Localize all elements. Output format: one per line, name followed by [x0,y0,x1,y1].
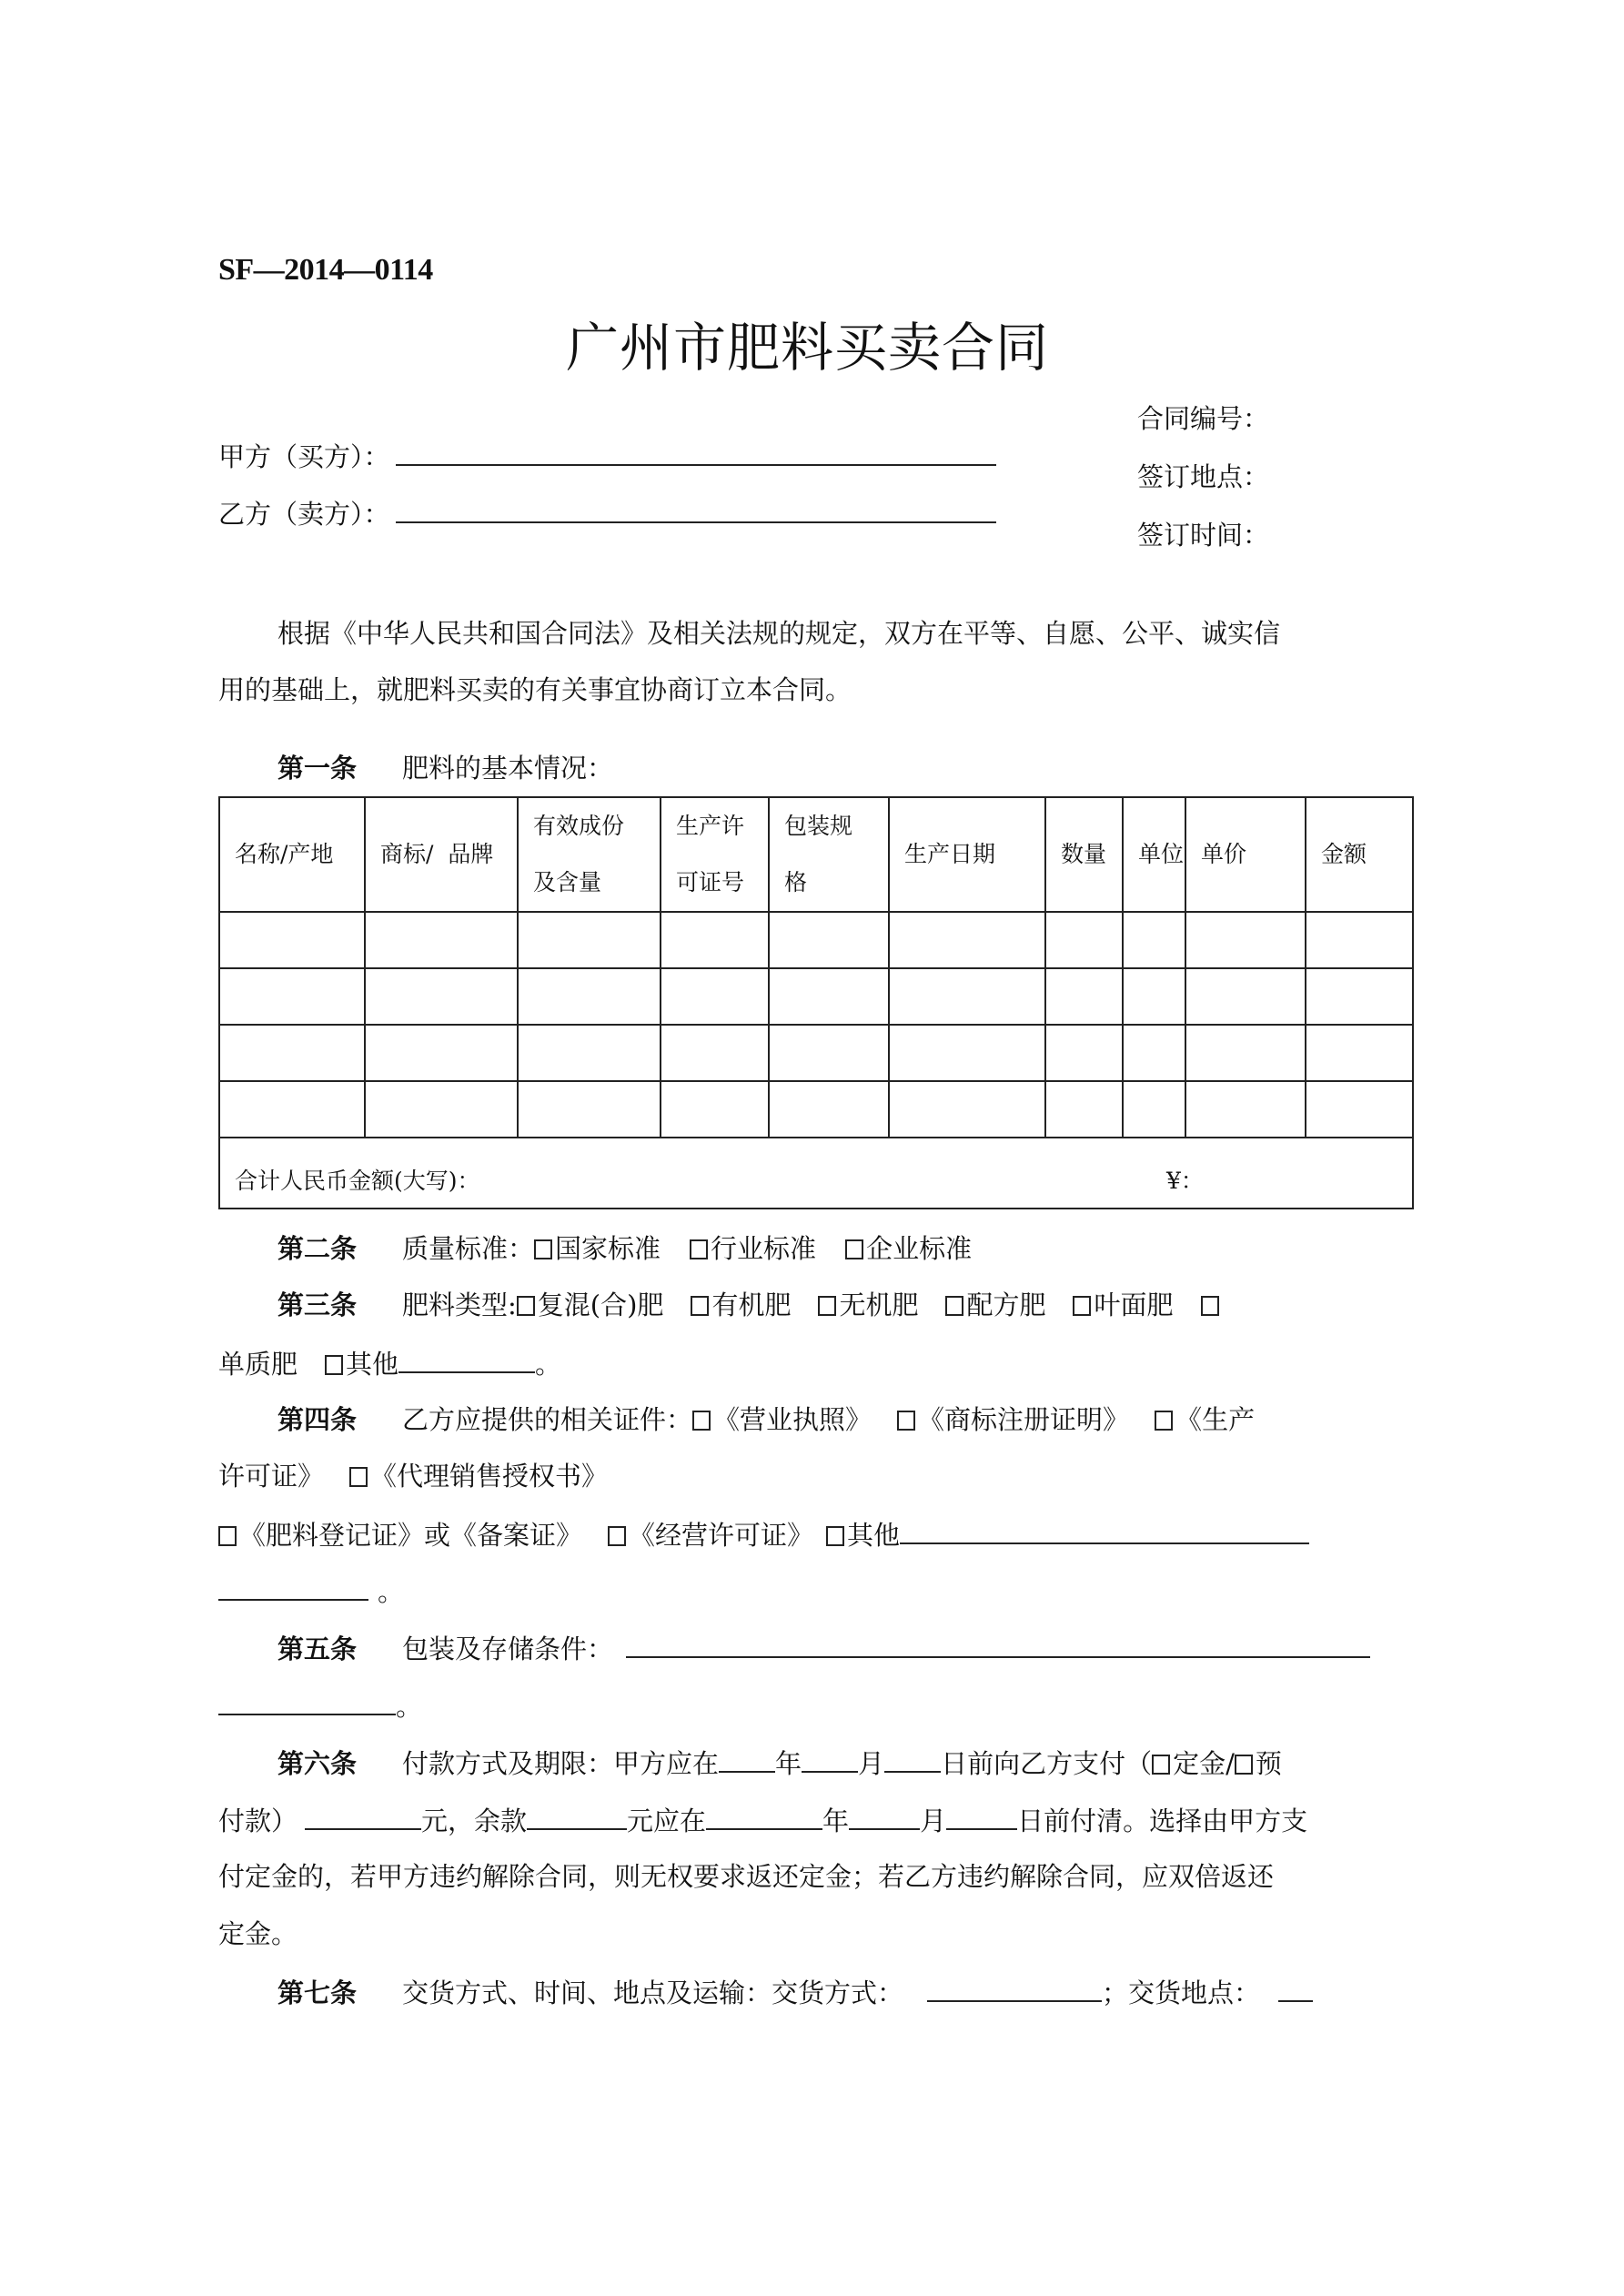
table-cell[interactable] [219,968,365,1025]
packaging-storage-field-cont[interactable] [218,1690,396,1715]
col-header-name: 名称/产地 [219,797,365,912]
article-3-line-2: 单质肥 其他 。 [218,1349,562,1380]
article-5-text: 包装及存储条件： [402,1633,614,1664]
delivery-method-field[interactable] [927,1977,1102,2002]
checkbox-icon[interactable] [1073,1296,1091,1316]
article-1-heading: 第一条 [277,753,358,784]
table-cell[interactable] [518,968,661,1025]
table-cell[interactable] [769,968,889,1025]
checkbox-icon[interactable] [818,1296,836,1316]
col-header-quantity: 数量 [1045,797,1123,912]
article-2-text: 质量标准： [402,1233,535,1264]
table-cell[interactable] [219,1081,365,1138]
article-3-text: 肥料类型: [402,1290,517,1320]
table-total-row [219,1138,1413,1209]
table-row [219,1025,1413,1081]
other-type-field[interactable] [398,1348,535,1373]
article-1-text: 肥料的基本情况： [402,753,614,784]
article-2-heading: 第二条 [277,1233,358,1264]
checkbox-icon[interactable] [517,1296,535,1316]
checkbox-icon[interactable] [945,1296,963,1316]
checkbox-icon[interactable] [349,1467,368,1487]
article-4-line-2 [218,1462,608,1491]
option-registration[interactable]: 《肥料登记证》或《备案证》 [218,1520,582,1551]
party-a-label: 甲方（买方）： [218,441,390,472]
table-cell[interactable] [1185,912,1306,968]
page-title: 广州市肥料买卖合同 [566,317,1050,379]
col-header-packaging: 包装规 格 [769,797,889,912]
option-inorganic[interactable]: 无机肥 [818,1290,918,1320]
option-organic[interactable]: 有机肥 [691,1290,791,1320]
option-other[interactable]: 其他 [325,1349,398,1380]
table-cell[interactable] [769,1081,889,1138]
table-row [219,1081,1413,1138]
balance-month-field[interactable] [849,1805,920,1830]
article-3-line-1 [277,1290,1222,1320]
col-header-unit-price: 单价 [1185,797,1306,912]
sign-place-label: 签订地点： [1137,461,1270,492]
article-6-line-2: 付款） 元，余款 元应在 年 月 日前付清。选择由甲方支 [218,1805,1308,1836]
article-1 [277,754,613,783]
preamble-line-1: 根据《中华人民共和国合同法》及相关法规的规定，双方在平等、自愿、公平、诚实信 [277,618,1281,649]
party-b-label: 乙方（卖方）： [218,499,390,530]
table-cell[interactable] [1045,912,1123,968]
checkbox-icon[interactable] [325,1355,343,1375]
fertilizer-table [218,796,1414,1209]
option-other-cert[interactable]: 其他 [826,1520,900,1551]
table-row [219,968,1413,1025]
table-cell[interactable] [889,1025,1045,1081]
article-5-heading: 第五条 [277,1633,358,1664]
article-4-text: 乙方应提供的相关证件： [402,1404,693,1435]
other-cert-field-cont[interactable] [218,1575,368,1601]
party-a-field[interactable] [396,440,996,466]
article-2 [277,1234,972,1263]
article-6-heading: 第六条 [277,1748,358,1779]
col-header-date: 生产日期 [889,797,1045,912]
table-cell[interactable] [661,912,769,968]
deposit-month-field[interactable] [802,1747,858,1773]
checkbox-icon[interactable] [692,1411,711,1431]
yen-label: ¥： [1166,1168,1204,1194]
table-cell[interactable] [889,1081,1045,1138]
delivery-place-field[interactable] [1278,1977,1313,2002]
contract-no-label: 合同编号： [1137,403,1270,434]
article-6-line-4: 定金。 [218,1918,298,1949]
article-4-line-1 [277,1405,1255,1434]
table-cell[interactable] [518,912,661,968]
table-cell[interactable] [1045,1081,1123,1138]
checkbox-icon[interactable] [1155,1411,1173,1431]
table-cell[interactable] [518,1025,661,1081]
table-cell[interactable] [365,1025,518,1081]
deposit-day-field[interactable] [884,1747,941,1773]
table-cell[interactable] [1306,1081,1413,1138]
table-cell[interactable] [1185,968,1306,1025]
balance-amount-field[interactable] [527,1805,627,1830]
col-header-ingredients: 有效成份 及含量 [518,797,661,912]
article-6-line-3: 付定金的，若甲方违约解除合同，则无权要求返还定金；若乙方违约解除合同，应双倍返还 [218,1861,1275,1892]
table-cell[interactable] [661,1081,769,1138]
article-6-line-1: 第六条 付款方式及期限：甲方应在 年 月 日前向乙方支付（ 定金/ 预 [277,1748,1282,1779]
col-header-license: 生产许 可证号 [661,797,769,912]
table-cell[interactable] [1185,1025,1306,1081]
checkbox-single-element[interactable] [1201,1296,1219,1316]
option-enterprise-standard[interactable]: 企业标准 [845,1233,972,1264]
packaging-storage-field[interactable] [626,1633,1370,1658]
table-cell[interactable] [1306,912,1413,968]
checkbox-icon[interactable] [845,1239,863,1259]
production-license-cont: 许可证》 [218,1461,325,1492]
option-formula[interactable]: 配方肥 [945,1290,1045,1320]
checkbox-icon[interactable] [608,1526,626,1546]
table-cell[interactable] [889,912,1045,968]
table-cell[interactable] [1123,968,1185,1025]
party-b-field[interactable] [396,498,996,523]
table-cell[interactable] [661,968,769,1025]
article-7-text: 交货方式、时间、地点及运输：交货方式： [402,1977,904,2008]
table-cell[interactable] [1045,968,1123,1025]
checkbox-icon[interactable] [534,1239,552,1259]
article-7-heading: 第七条 [277,1977,358,2008]
table-cell[interactable] [769,912,889,968]
col-header-brand: 商标/ 品牌 [365,797,518,912]
other-cert-field[interactable] [900,1519,1309,1544]
table-row [219,912,1413,968]
option-production-license[interactable]: 《生产 [1155,1404,1255,1435]
table-cell[interactable] [365,912,518,968]
option-national-standard[interactable]: 国家标准 [534,1233,661,1264]
table-cell[interactable] [219,1025,365,1081]
party-b-row [218,498,996,529]
table-cell[interactable] [1123,912,1185,968]
option-foliar[interactable]: 叶面肥 [1073,1290,1173,1320]
table-cell[interactable] [769,1025,889,1081]
option-operation-license[interactable]: 《经营许可证》 [608,1520,813,1551]
checkbox-prepayment[interactable] [1235,1755,1253,1775]
party-a-row [218,440,996,471]
table-cell[interactable] [219,912,365,968]
article-4-line-4: 。 [218,1575,404,1606]
sign-time-label: 签订时间： [1137,520,1270,551]
balance-day-field[interactable] [946,1805,1017,1830]
option-business-license[interactable]: 《营业执照》 [692,1404,872,1435]
article-7-line-1: 第七条 交货方式、时间、地点及运输：交货方式： ；交货地点： [277,1977,1313,2008]
checkbox-deposit[interactable] [1152,1755,1170,1775]
table-cell[interactable] [1123,1081,1185,1138]
checkbox-icon[interactable] [826,1526,844,1546]
deposit-year-field[interactable] [719,1747,775,1773]
table-cell[interactable] [365,1081,518,1138]
article-4-heading: 第四条 [277,1404,358,1435]
total-cell[interactable] [219,1138,1413,1209]
table-cell[interactable] [518,1081,661,1138]
table-cell[interactable] [1306,1025,1413,1081]
table-cell[interactable] [661,1025,769,1081]
article-5-line-1 [277,1633,1370,1664]
document-code: SF—2014—0114 [218,253,433,287]
checkbox-icon[interactable] [218,1526,237,1546]
checkbox-icon[interactable] [897,1411,915,1431]
table-cell[interactable] [1306,968,1413,1025]
total-label: 合计人民币金额(大写)： [235,1168,480,1194]
table-cell[interactable] [1185,1081,1306,1138]
checkbox-icon[interactable] [691,1296,709,1316]
deposit-amount-field[interactable] [305,1805,421,1830]
col-header-unit: 单位 [1123,797,1185,912]
table-cell[interactable] [365,968,518,1025]
checkbox-icon[interactable] [690,1239,708,1259]
option-compound[interactable]: 复混(合)肥 [517,1290,664,1320]
table-cell[interactable] [1045,1025,1123,1081]
option-industry-standard[interactable]: 行业标准 [690,1233,816,1264]
option-single-element-label: 单质肥 [218,1349,298,1380]
col-header-amount: 金额 [1306,797,1413,912]
option-trademark[interactable]: 《商标注册证明》 [897,1404,1129,1435]
table-header-row [219,797,1413,912]
table-cell[interactable] [1123,1025,1185,1081]
article-3-heading: 第三条 [277,1290,358,1320]
article-5-line-2: 。 [218,1690,422,1721]
table-cell[interactable] [889,968,1045,1025]
preamble-line-2: 用的基础上，就肥料买卖的有关事宜协商订立本合同。 [218,674,852,705]
option-agency-authorization[interactable]: 《代理销售授权书》 [349,1461,608,1492]
article-4-line-3 [218,1519,1309,1550]
balance-year-field[interactable] [706,1805,822,1830]
